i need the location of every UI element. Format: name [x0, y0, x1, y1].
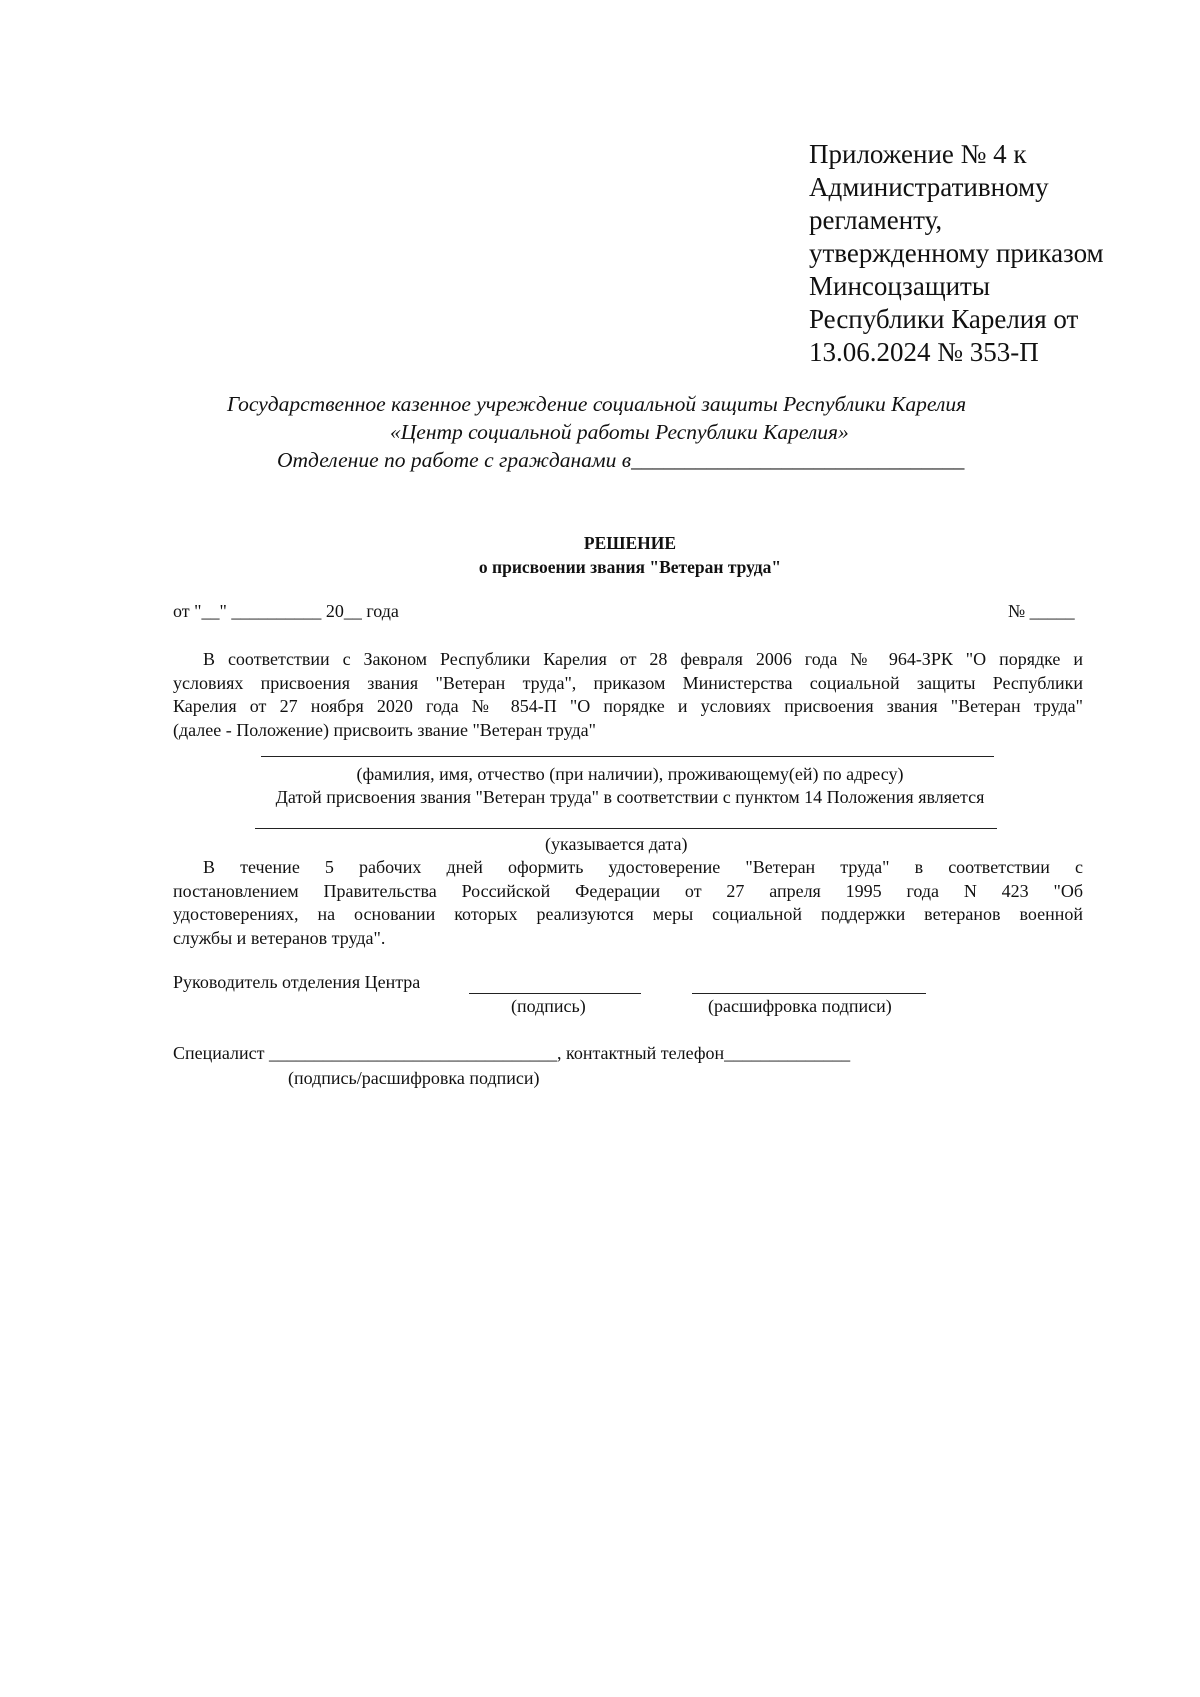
paragraph-line: В течение 5 рабочих дней оформить удостоверение "Ветеран труда" в соответствии с: [203, 857, 1083, 877]
decision-title: РЕШЕНИЕ: [583, 533, 677, 553]
paragraph-certificate: [173, 856, 1083, 950]
appendix-line: регламенту,: [809, 205, 943, 235]
paragraph-line: службы и ветеранов труда".: [173, 927, 386, 948]
appendix-line: Республики Карелия от: [809, 304, 1079, 334]
paragraph-line: (далее - Положение) присвоить звание "Ветеран труда": [173, 719, 596, 740]
organization-center: «Центр социальной работы Республики Карелия»: [390, 420, 849, 444]
paragraph-line: В соответствии с Законом Республики Карелия от 28 февраля 2006 года № 964-ЗРК "О порядке и: [203, 649, 1083, 669]
organization-name: Государственное казенное учреждение социальной защиты Республики Карелия: [227, 392, 967, 416]
appendix-block: [809, 138, 1104, 369]
organization-department: Отделение по работе с гражданами в_______________________________: [277, 448, 965, 472]
appendix-line: Административному: [809, 172, 1049, 202]
appendix-line: 13.06.2024 № 353-П: [809, 337, 1039, 367]
signature-blank-line: [469, 993, 641, 994]
specialist-line: Специалист ________________________________, контактный телефон______________: [173, 1043, 851, 1063]
specialist-caption: (подпись/расшифровка подписи): [288, 1068, 540, 1088]
appendix-line: Приложение № 4 к: [809, 139, 1027, 169]
date-field: от "__" __________ 20__ года: [173, 601, 399, 621]
paragraph-line: постановлением Правительства Российской Федерации от 27 апреля 1995 года N 423 "Об: [173, 880, 1083, 901]
head-label: Руководитель отделения Центра: [173, 972, 421, 992]
number-field: № _____: [1008, 601, 1075, 621]
date-caption: (указывается дата): [545, 834, 688, 854]
paragraph-line: Карелия от 27 ноября 2020 года № 854-П "О порядке и условиях присвоения звания "Ветеран труда": [173, 696, 1083, 716]
name-caption: (фамилия, имя, отчество (при наличии), проживающему(ей) по адресу): [356, 764, 904, 784]
name-blank-line: [261, 756, 994, 757]
date-blank-line: [255, 828, 997, 829]
date-assignment-text: Датой присвоения звания "Ветеран труда" в соответствии с пунктом 14 Положения является: [275, 787, 985, 807]
paragraph-line: удостоверениях, на основании которых реализуются меры социальной поддержки ветеранов военной: [173, 904, 1083, 924]
decoding-blank-line: [692, 993, 926, 994]
signature-caption: (подпись): [511, 996, 586, 1016]
appendix-line: Минсоцзащиты: [809, 271, 990, 301]
paragraph-law: [173, 648, 1083, 742]
decoding-caption: (расшифровка подписи): [708, 996, 892, 1016]
paragraph-line: условиях присвоения звания "Ветеран труда", приказом Министерства социальной защиты Республики: [173, 672, 1083, 693]
appendix-line: утвержденному приказом: [809, 238, 1104, 268]
decision-subtitle: о присвоении звания "Ветеран труда": [478, 557, 782, 577]
